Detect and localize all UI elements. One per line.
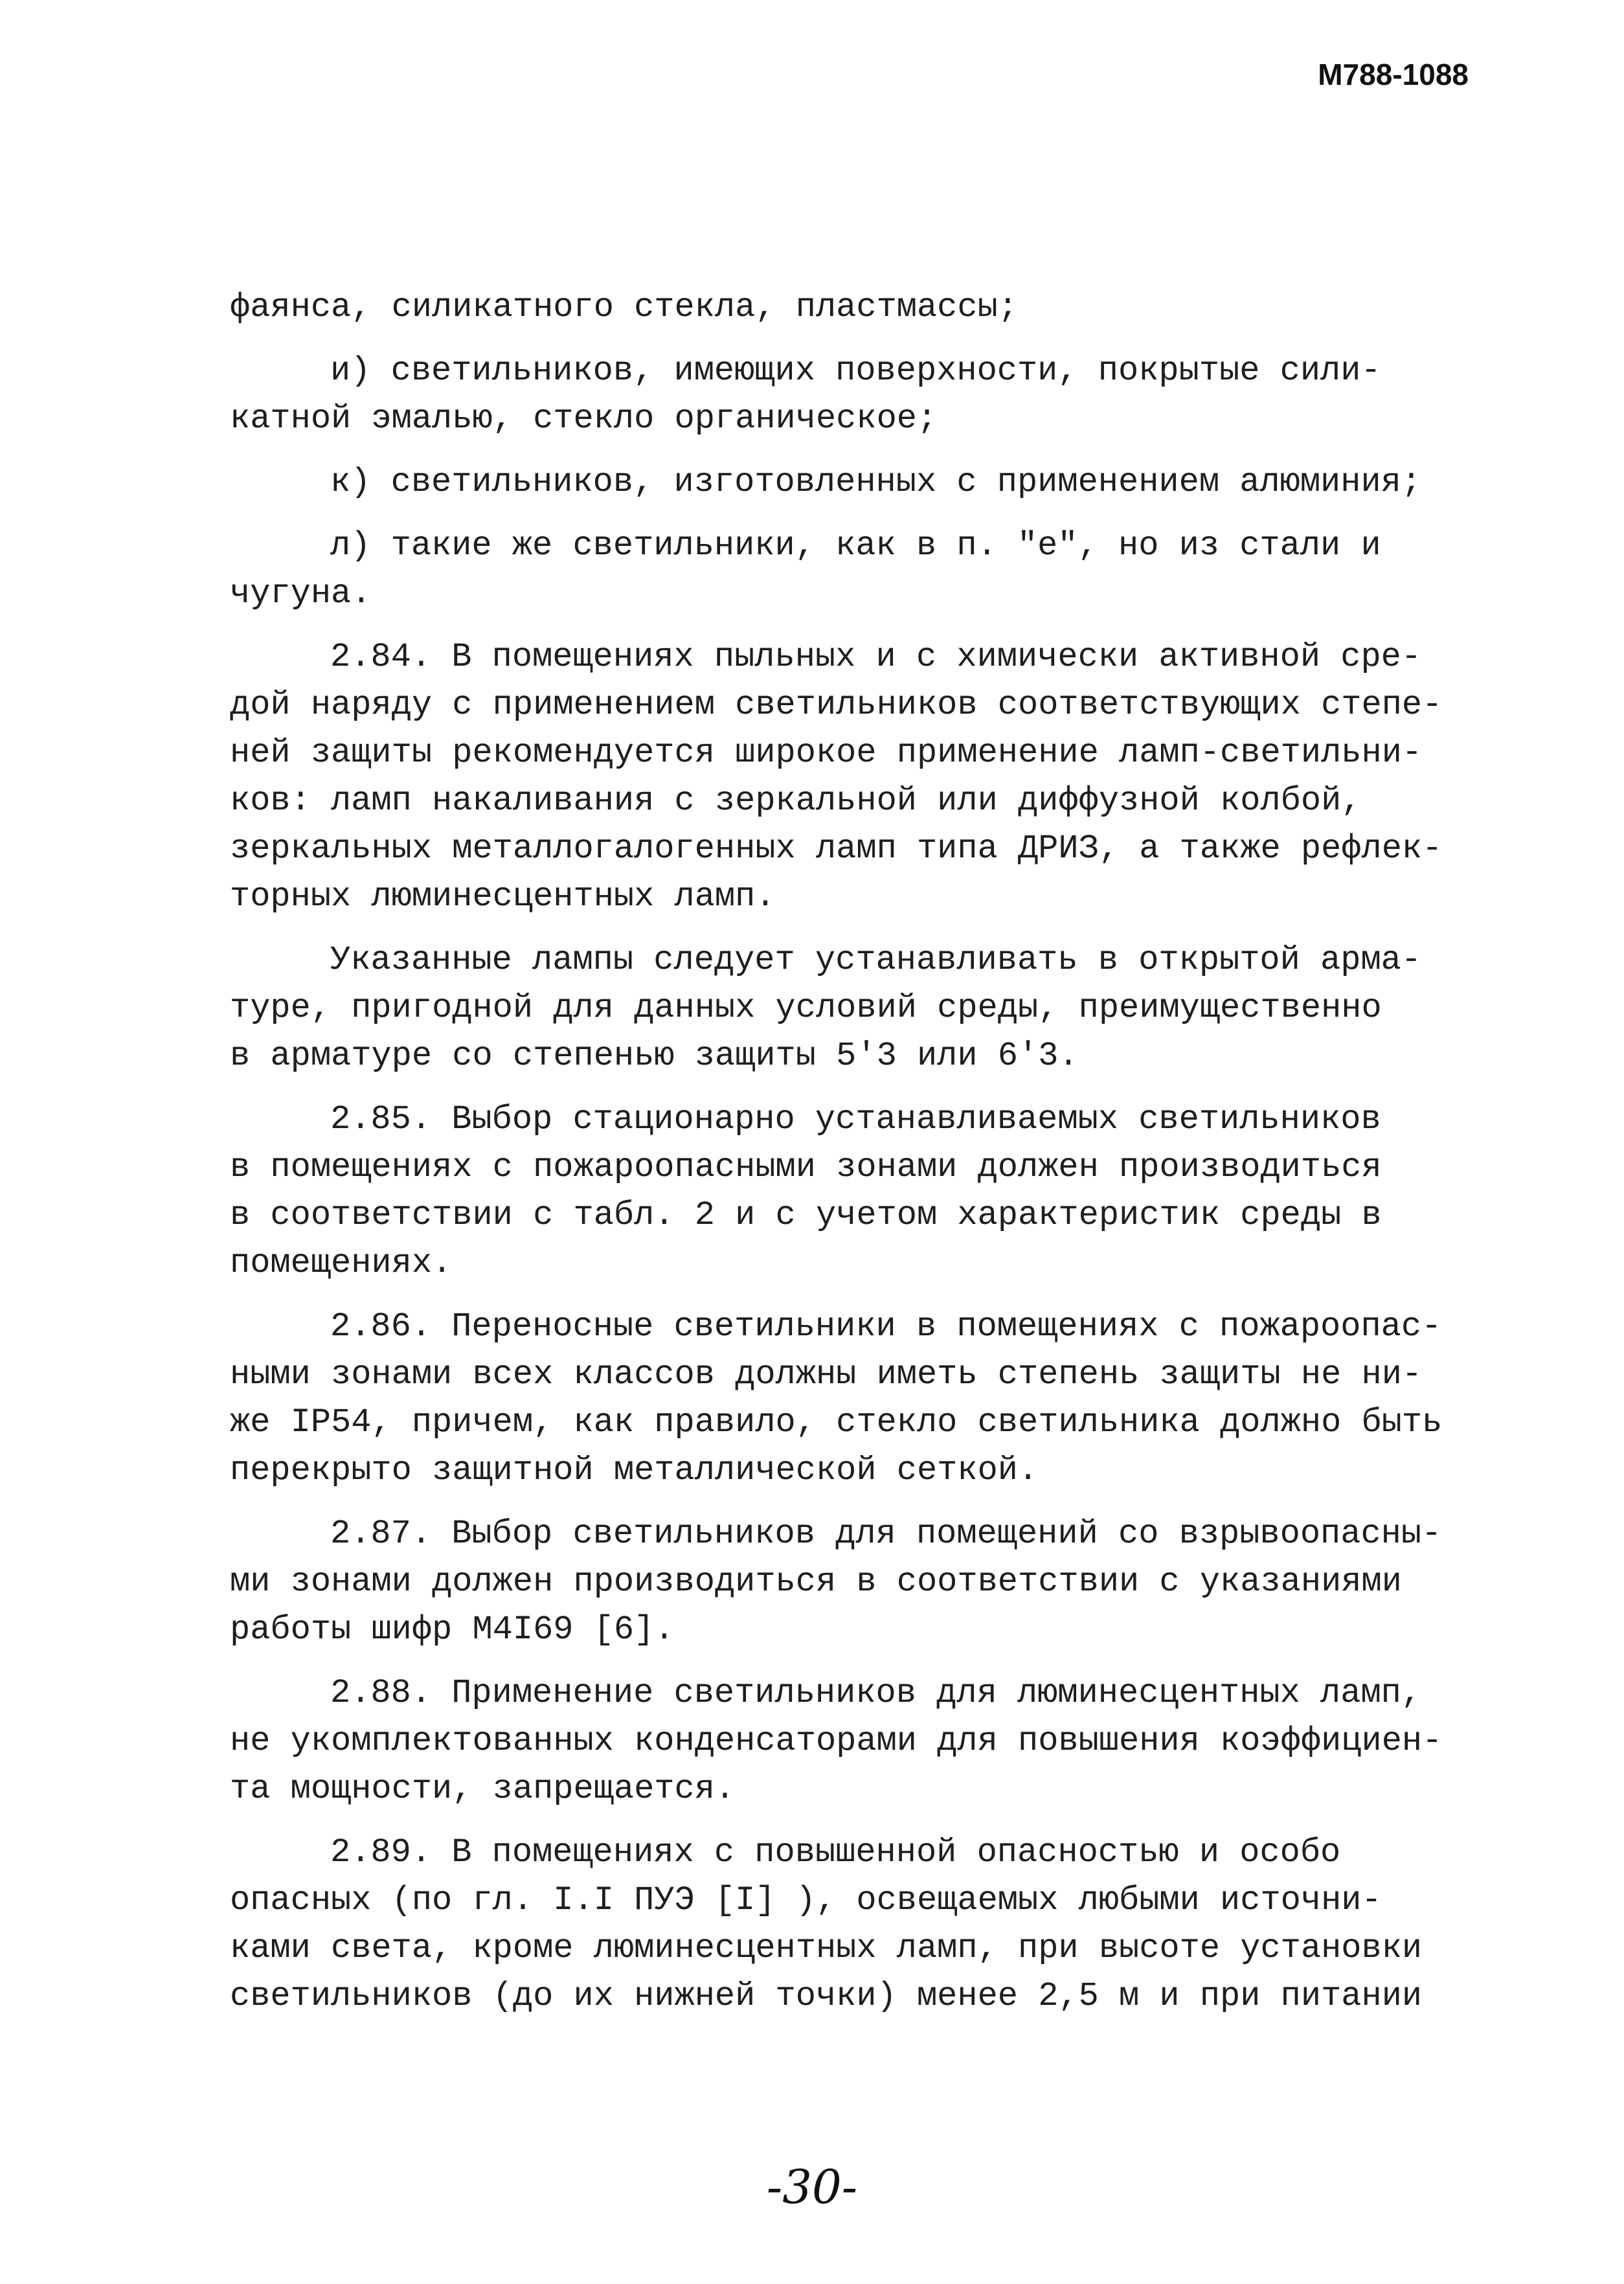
paragraph-gap	[230, 1654, 1454, 1669]
text-line: 2.84. В помещениях пыльных и с химически активной сре-	[330, 638, 1422, 676]
paragraph-gap	[230, 1813, 1454, 1829]
text-line: опасных (по гл. I.I ПУЭ [I] ), освещаемых любыми источни-	[230, 1881, 1382, 1919]
paragraph-gap	[230, 1495, 1454, 1510]
text-line: ней защиты рекомендуется широкое применение ламп-светильни-	[230, 734, 1423, 772]
text-line: чугуна.	[230, 574, 372, 613]
text-line: та мощности, запрещается.	[230, 1770, 736, 1808]
text-line: 2.85. Выбор стационарно устанавливаемых светильников	[330, 1100, 1381, 1138]
paragraph-gap	[230, 332, 1454, 347]
paragraph-gap	[230, 506, 1454, 522]
text-line: дой наряду с применением светильников соответствующих степе-	[230, 686, 1443, 724]
paragraph-gap	[230, 1287, 1454, 1303]
text-line: ными зонами всех классов должны иметь степень защиты не ни-	[230, 1355, 1423, 1394]
text-line: фаянса, силикатного стекла, пластмассы;	[230, 288, 1018, 326]
text-line: туре, пригодной для данных условий среды, преимущественно	[230, 989, 1382, 1027]
paragraph-gap	[230, 921, 1454, 936]
text-line: ками света, кроме люминесцентных ламп, при высоте установки	[230, 1929, 1423, 1967]
text-line: работы шифр М4I69 [6].	[230, 1611, 675, 1649]
text-line: помещениях.	[230, 1244, 453, 1282]
text-line: в помещениях с пожароопасными зонами должен производиться	[230, 1148, 1382, 1186]
text-line: л) такие же светильники, как в п. "е", но из стали и	[330, 526, 1381, 565]
text-line: зеркальных металлогалогенных ламп типа ДРИЗ, а также рефлек-	[230, 830, 1443, 868]
text-line: 2.87. Выбор светильников для помещений со взрывоопасны-	[330, 1515, 1442, 1553]
text-line: и) светильников, имеющих поверхности, покрытые сили-	[330, 352, 1381, 390]
text-line: торных люминесцентных ламп.	[230, 877, 776, 916]
text-line: не укомплектованных конденсаторами для повышения коэффициен-	[230, 1722, 1443, 1760]
text-line: в соответствии с табл. 2 и с учетом характеристик среды в	[230, 1196, 1382, 1234]
paragraph-gap	[230, 1080, 1454, 1096]
text-line: перекрыто защитной металлической сеткой.	[230, 1451, 1039, 1489]
text-line: Указанные лампы следует устанавливать в открытой арма-	[330, 941, 1422, 979]
page-number: -30-	[766, 2160, 858, 2214]
text-line: же IP54, причем, как правило, стекло светильника должно быть	[230, 1403, 1443, 1442]
text-line: к) светильников, изготовленных с применением алюминия;	[330, 463, 1422, 501]
text-line: ков: ламп накаливания с зеркальной или диффузной колбой,	[230, 782, 1362, 820]
text-line: в арматуре со степенью защиты 5ʹ3 или 6ʹ3.	[230, 1037, 1079, 1075]
text-line: светильников (до их нижней точки) менее 2,5 м и при питании	[230, 1977, 1423, 2015]
document-code: М788-1088	[1318, 58, 1469, 91]
page-body-text	[230, 284, 1454, 2020]
paragraph-gap	[230, 443, 1454, 458]
text-line: 2.89. В помещениях с повышенной опасностью и особо	[330, 1833, 1341, 1871]
text-line: 2.88. Применение светильников для люминесцентных ламп,	[330, 1674, 1422, 1712]
paragraph-gap	[230, 618, 1454, 633]
text-line: ми зонами должен производиться в соответствии с указаниями	[230, 1563, 1402, 1601]
text-line: 2.86. Переносные светильники в помещениях с пожароопас-	[330, 1307, 1442, 1346]
text-line: катной эмалью, стекло органическое;	[230, 400, 938, 438]
